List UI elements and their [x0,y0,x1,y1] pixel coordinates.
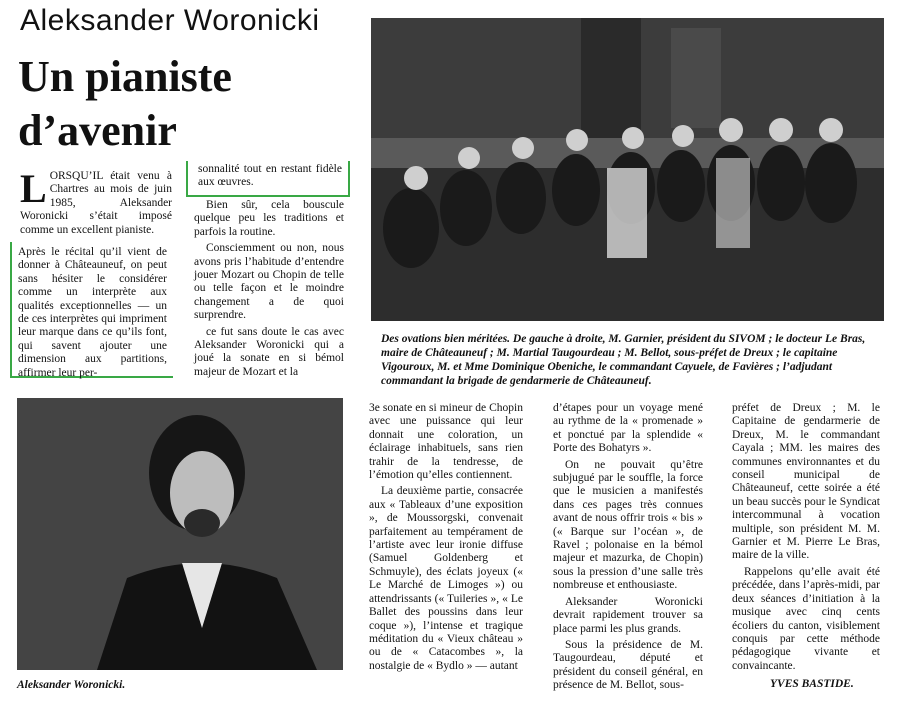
pullquote-left-text: Après le récital qu’il vient de donner à Châteauneuf, on peut sans hésiter le considérer comme un interprète aux qualités exceptionnelles — un de ces interprètes qui impriment leur marque dans ce qu’ils font, qui savent ajouter une dimension aux partitions, affirmer leur per- [18,246,167,379]
portrait-caption: Aleksander Woronicki. [17,679,126,691]
column-2 [194,199,344,382]
pullquote-left [10,242,173,378]
intro-paragraph [20,166,172,237]
article-headline: Un pianiste d’avenir [18,52,232,155]
intro-text: ORSQU’IL était venu à Chartres au mois de juin 1985, Aleksander Woronicki s’était imposé comme un excellent pianiste. [20,170,172,236]
portrait-photo [17,398,343,670]
col2-paragraph-2: Consciemment ou non, nous avons pris l’habitude d’entendre jouer Mozart ou Chopin de telle ou telle façon et le moindre changement a de quoi surprendre. [194,242,344,322]
col5-paragraph-1: préfet de Dreux ; M. le Capitaine de gendarmerie de Dreux, M. le commandant Cayala ; MM. les maires des communes environnantes et du conseil municipal de Châteauneuf, cette soirée a été un beau succès pour le Syndicat intercommunal à vocation multiple, son président M. M. Garnier et M. Pierre Le Bras, maire de la ville. [732,402,880,562]
audience-caption: Des ovations bien méritées. De gauche à droite, M. Garnier, président du SIVOM ; le docteur Le Bras, maire de Châteauneuf ; M. Martial Taugourdeau ; M. Bellot, sous-préfet de Dreux ; le capitaine Vigouroux, M. et Mme Dominique Obeniche, le commandant Cayuele, de Favières ; l’adjudant commandant la brigade de gendarmerie de Châteauneuf. [381,333,866,387]
column-5 [732,402,880,676]
col2-paragraph-1: Bien sûr, cela bouscule quelque peu les traditions et parfois la routine. [194,199,344,238]
pullquote-right [186,161,350,197]
col4-paragraph-2: On ne pouvait qu’être subjugué par le souffle, la force que le musicien a manifestés dans ces pages très connues avant de nous offrir trois « bis » (« Barque sur l’océan », de Ravel ; polonaise en la bémol majeur et mazurka, de Chopin) sous la pression d’une salle très nombreuse et enthousiaste. [553,458,703,592]
column-3 [369,402,523,676]
col3-paragraph-1: 3e sonate en si mineur de Chopin avec une puissance qui leur donnait une coloration, un éclairage inhabituels, sans rien trahir de la tendresse, de l’émotion qu’elles contiennent. [369,402,523,482]
portrait-photo-image [17,398,343,670]
col4-paragraph-3: Aleksander Woronicki devrait rapidement trouver sa place parmi les plus grands. [553,595,703,635]
col5-paragraph-2: Rappelons qu’elle avait été précédée, dans l’après-midi, par deux séances d’initiation à la musique avec cinq cents écoliers du canton, visiblement conquis par cette méthode pédagogique vivante et convaincante. [732,565,880,672]
article-kicker: Aleksander Woronicki [20,4,320,37]
col4-paragraph-1: d’étapes pour un voyage mené au rythme de la « promenade » et ponctué par la splendide « Porte des Bohatyrs ». [553,402,703,455]
col2-paragraph-3: ce fut sans doute le cas avec Aleksander Woronicki qui a joué la sonate en si bémol majeur de Mozart et la [194,325,344,378]
author-signature: YVES BASTIDE. [770,678,854,690]
pullquote-right-text: sonnalité tout en restant fidèle aux œuvres. [198,163,342,189]
audience-photo [371,18,884,321]
col4-paragraph-4: Sous la présidence de M. Taugourdeau, député et président du conseil général, en présence de M. Bellot, sous- [553,638,703,692]
column-4 [553,402,703,696]
drop-cap: L [20,166,47,211]
audience-photo-image [371,18,884,321]
col3-paragraph-2: La deuxième partie, consacrée aux « Tableaux d’une exposition », de Moussorgski, convenait parfaitement au tempérament de l’artiste avec leur ironie diffuse (Samuel Goldenberg et Schmuyle), des éclats joyeux (« Le Marché de Limoges ») ou attendrissants (« Tuileries », « Le Ballet des poussins dans leur coque »), l’intense et tragique méditation du « Vieux château » ou de « Catacombes », la nostalgie de « Bydlo » — autant [369,485,523,672]
